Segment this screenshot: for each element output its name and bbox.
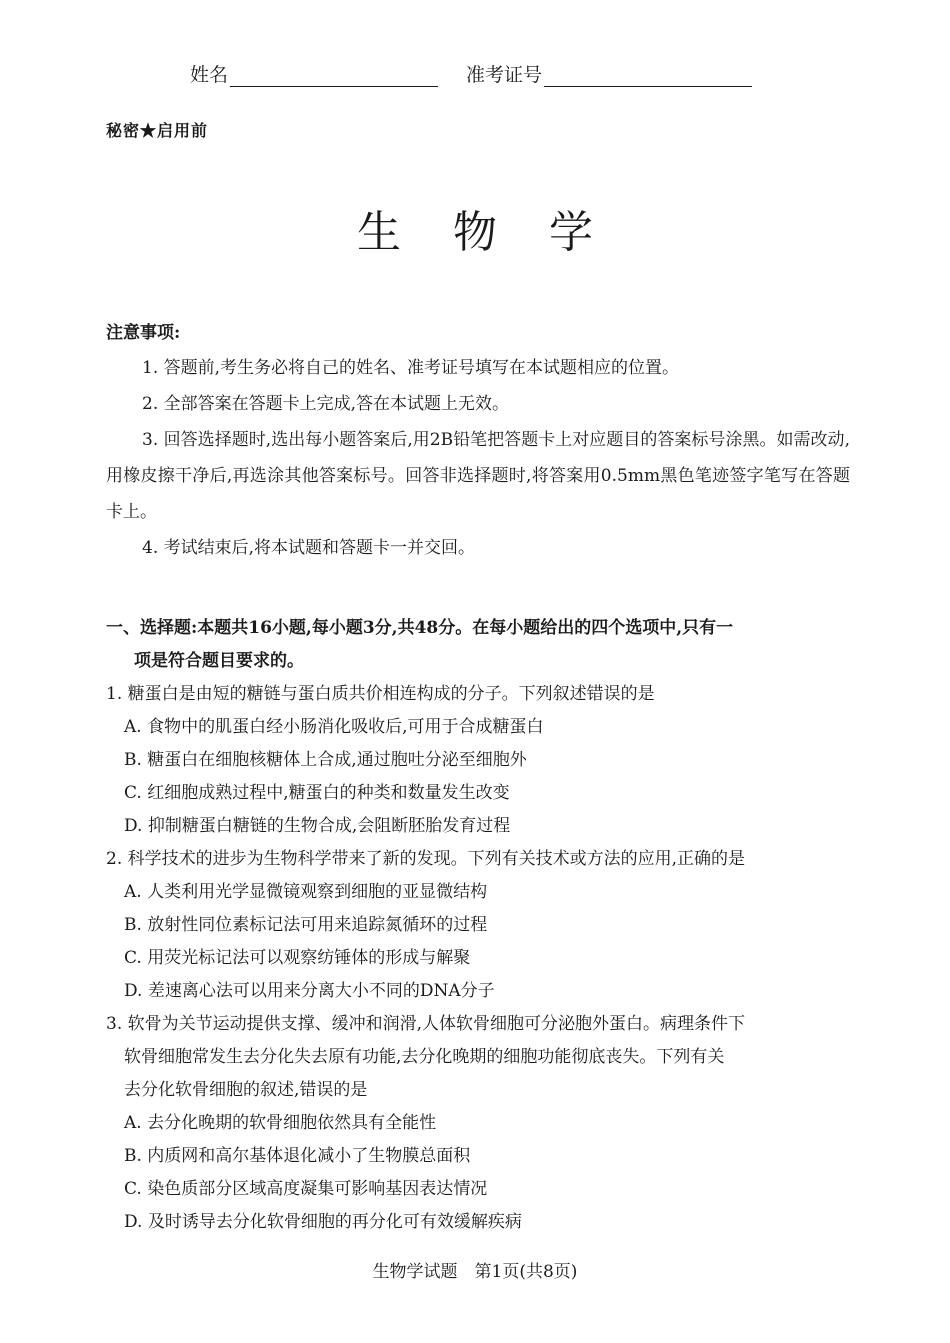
- header-fields: [190, 60, 790, 90]
- question-stem-line: 软骨细胞常发生去分化失去原有功能,去分化晚期的细胞功能彻底丧失。下列有关: [124, 1047, 725, 1067]
- question-stem: [106, 1008, 850, 1107]
- notice-list: [106, 350, 850, 566]
- question-1: [106, 678, 850, 843]
- question-stem: 1. 糖蛋白是由短的糖链与蛋白质共价相连构成的分子。下列叙述错误的是: [106, 684, 655, 704]
- page-footer: 生物学试题 第1页(共8页): [372, 1262, 578, 1282]
- question-stem-line: 3. 软骨为关节运动提供支撑、缓冲和润滑,人体软骨细胞可分泌胞外蛋白。病理条件下: [106, 1014, 746, 1034]
- option-c: C. 红细胞成熟过程中,糖蛋白的种类和数量发生改变: [124, 783, 510, 803]
- name-field[interactable]: [190, 60, 438, 87]
- section-heading: [106, 612, 850, 678]
- option-c: C. 染色质部分区域高度凝集可影响基因表达情况: [124, 1179, 488, 1199]
- option-b: B. 内质网和高尔基体退化减小了生物膜总面积: [124, 1146, 471, 1166]
- option-c: C. 用荧光标记法可以观察纺锤体的形成与解聚: [124, 948, 471, 968]
- option-d: D. 抑制糖蛋白糖链的生物合成,会阻断胚胎发育过程: [124, 816, 511, 836]
- exam-id-blank-line[interactable]: [544, 62, 752, 87]
- question-list: [106, 678, 850, 1239]
- option-d: D. 及时诱导去分化软骨细胞的再分化可有效缓解疾病: [124, 1212, 522, 1232]
- option-b: B. 放射性同位素标记法可用来追踪氮循环的过程: [124, 915, 488, 935]
- option-d: D. 差速离心法可以用来分离大小不同的DNA分子: [124, 981, 495, 1001]
- option-a: A. 食物中的肌蛋白经小肠消化吸收后,可用于合成糖蛋白: [124, 717, 544, 737]
- option-a: A. 人类利用光学显微镜观察到细胞的亚显微结构: [124, 882, 488, 902]
- option-b: B. 糖蛋白在细胞核糖体上合成,通过胞吐分泌至细胞外: [124, 750, 527, 770]
- question-stem: 2. 科学技术的进步为生物科学带来了新的发现。下列有关技术或方法的应用,正确的是: [106, 849, 746, 869]
- question-2: [106, 843, 850, 1008]
- page-title: 生物学: [357, 207, 645, 258]
- option-a: A. 去分化晚期的软骨细胞依然具有全能性: [124, 1113, 437, 1133]
- name-label: 姓名: [190, 64, 229, 86]
- question-3: [106, 1008, 850, 1239]
- question-stem-line: 去分化软骨细胞的叙述,错误的是: [124, 1080, 368, 1100]
- notice-item: 2. 全部答案在答题卡上完成,答在本试题上无效。: [142, 394, 510, 414]
- notice-item: 4. 考试结束后,将本试题和答题卡一并交回。: [142, 538, 476, 558]
- section-heading-line1: 一、选择题:本题共16小题,每小题3分,共48分。在每小题给出的四个选项中,只有一: [106, 618, 734, 638]
- exam-id-label: 准考证号: [466, 64, 543, 86]
- notice-heading: 注意事项:: [106, 323, 181, 343]
- exam-id-field[interactable]: [466, 60, 752, 87]
- notice-item: 1. 答题前,考生务必将自己的姓名、准考证号填写在本试题相应的位置。: [142, 358, 680, 378]
- name-blank-line[interactable]: [230, 62, 438, 87]
- section-heading-line2: 项是符合题目要求的。: [134, 651, 304, 671]
- notice-item: 3. 回答选择题时,选出每小题答案后,用2B铅笔把答题卡上对应题目的答案标号涂黑。如需改动,用橡皮擦干净后,再选涂其他答案标号。回答非选择题时,将答案用0.5mm黑色笔迹签字笔写在答题卡上。: [106, 430, 850, 522]
- secret-mark: 秘密★启用前: [106, 121, 209, 140]
